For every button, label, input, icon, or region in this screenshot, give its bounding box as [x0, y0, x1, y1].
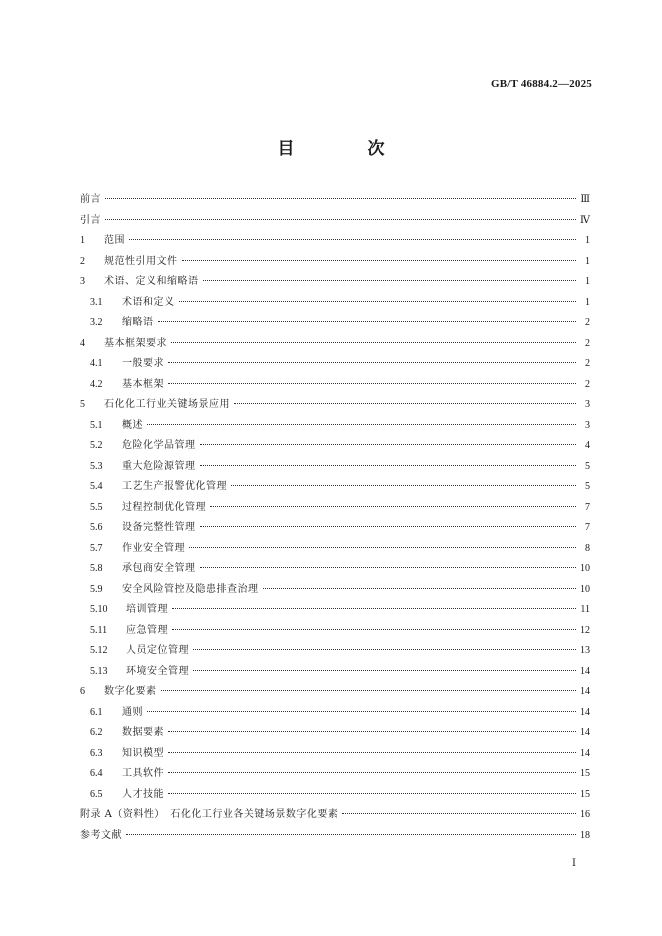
toc-entry[interactable]: [80, 395, 590, 416]
toc-entry-label: 基本框架要求: [104, 337, 167, 349]
toc-entry-page: 2: [585, 337, 590, 349]
dot-leader: [263, 588, 577, 589]
toc-entry-label: 危险化学品管理: [122, 440, 196, 451]
toc-entry-page: 14: [580, 686, 590, 697]
toc-entry-page: 5: [585, 460, 590, 472]
toc-entry-label: 石化化工行业关键场景应用: [104, 399, 230, 410]
toc-entry[interactable]: [80, 826, 590, 847]
dot-leader: [193, 670, 576, 671]
dot-leader: [172, 629, 576, 630]
toc-entry-page: 8: [585, 542, 590, 554]
toc-entry[interactable]: [80, 252, 590, 273]
dot-leader: [172, 608, 576, 609]
dot-leader: [231, 485, 576, 486]
toc-entry-label: 范围: [104, 235, 125, 246]
toc-entry-number: 5.2: [90, 440, 103, 451]
toc-entry-page: 2: [585, 358, 590, 369]
toc-entry-page: 14: [580, 727, 590, 738]
toc-entry-label: 数字化要素: [104, 686, 157, 697]
toc-entry-page: 14: [580, 665, 590, 677]
toc-entry-number: 5.7: [90, 542, 103, 554]
dot-leader: [105, 219, 576, 220]
toc-entry-label: 引言: [80, 214, 101, 226]
toc-entry-label: 参考文献: [80, 829, 122, 841]
toc-entry-page: 10: [580, 583, 590, 595]
toc-entry-number: 5.11: [90, 624, 108, 636]
dot-leader: [193, 649, 576, 650]
toc-entry-number: 5.4: [90, 481, 103, 492]
toc-entry[interactable]: [80, 436, 590, 457]
dot-leader: [168, 772, 576, 773]
toc-entry-page: 1: [585, 276, 590, 287]
toc-entry-number: 5.6: [90, 522, 103, 533]
dot-leader: [158, 321, 577, 322]
toc-entry-number: 5.12: [90, 645, 108, 656]
toc-entry[interactable]: [80, 334, 590, 355]
toc-entry[interactable]: [80, 559, 590, 580]
toc-entry-label: 概述: [122, 419, 143, 431]
toc-entry[interactable]: [80, 600, 590, 621]
toc-entry[interactable]: [80, 764, 590, 785]
dot-leader: [200, 567, 577, 568]
dot-leader: [171, 342, 576, 343]
toc-entry-page: 5: [585, 481, 590, 492]
toc-entry[interactable]: [80, 498, 590, 519]
toc-entry[interactable]: [80, 231, 590, 252]
dot-leader: [168, 362, 576, 363]
toc-entry-number: 5.9: [90, 583, 103, 595]
toc-entry-page: 14: [580, 747, 590, 759]
toc-entry-page: 1: [585, 235, 590, 246]
toc-entry-number: 5.8: [90, 563, 103, 574]
toc-entry-number: 3: [80, 276, 85, 287]
toc-entry-number: 5.1: [90, 419, 103, 431]
toc-entry-label: 术语、定义和缩略语: [104, 276, 199, 287]
toc-entry-page: 7: [585, 522, 590, 533]
dot-leader: [179, 301, 577, 302]
toc-entry[interactable]: [80, 375, 590, 396]
dot-leader: [203, 280, 577, 281]
dot-leader: [168, 752, 576, 753]
toc-entry[interactable]: [80, 272, 590, 293]
toc-entry[interactable]: [80, 354, 590, 375]
toc-entry[interactable]: [80, 518, 590, 539]
toc-entry-label: 缩略语: [122, 317, 154, 328]
toc-entry-number: 5.3: [90, 460, 103, 472]
toc-entry[interactable]: [80, 580, 590, 601]
toc-entry[interactable]: [80, 805, 590, 826]
toc-entry-page: 1: [585, 296, 590, 308]
toc-entry-label: 培训管理: [126, 604, 168, 615]
toc-entry-page: 12: [580, 624, 590, 636]
toc-entry[interactable]: [80, 539, 590, 560]
toc-entry-label: 作业安全管理: [122, 542, 185, 554]
dot-leader: [168, 383, 576, 384]
toc-entry-label: 工具软件: [122, 768, 164, 779]
dot-leader: [342, 813, 576, 814]
toc-entry[interactable]: [80, 416, 590, 437]
toc-entry-page: 2: [585, 378, 590, 390]
dot-leader: [189, 547, 576, 548]
toc-entry[interactable]: [80, 723, 590, 744]
toc-entry[interactable]: [80, 190, 590, 211]
toc-title: 目 次: [277, 139, 413, 159]
dot-leader: [126, 834, 576, 835]
dot-leader: [210, 506, 576, 507]
toc-entry[interactable]: [80, 744, 590, 765]
toc-entry-number: 6.2: [90, 727, 103, 738]
toc-entry-number: 4.2: [90, 378, 103, 390]
toc-entry-label: 设备完整性管理: [122, 522, 196, 533]
table-of-contents: [80, 190, 590, 846]
dot-leader: [147, 711, 576, 712]
dot-leader: [168, 731, 576, 732]
toc-entry-page: 3: [585, 419, 590, 431]
toc-entry-number: 5.10: [90, 604, 108, 615]
toc-entry-page: 18: [580, 829, 590, 841]
toc-entry-label: 重大危险源管理: [122, 460, 196, 472]
toc-entry-number: 3.2: [90, 317, 103, 328]
toc-entry-number: 4: [80, 337, 85, 349]
dot-leader: [129, 239, 576, 240]
dot-leader: [200, 444, 577, 445]
toc-entry-number: 5: [80, 399, 85, 410]
toc-entry-number: 6.3: [90, 747, 103, 759]
toc-entry-page: 2: [585, 317, 590, 328]
toc-entry-label: 一般要求: [122, 358, 164, 369]
dot-leader: [200, 465, 577, 466]
toc-entry-page: 16: [580, 809, 590, 820]
dot-leader: [105, 198, 576, 199]
toc-entry[interactable]: [80, 682, 590, 703]
toc-entry-page: 15: [580, 788, 590, 800]
toc-entry-page: 11: [580, 604, 590, 615]
toc-entry-label: 人员定位管理: [126, 645, 189, 656]
toc-entry-number: 5.5: [90, 501, 103, 513]
toc-entry-label: 过程控制优化管理: [122, 501, 206, 513]
toc-entry[interactable]: [80, 662, 590, 683]
toc-entry-label: 数据要素: [122, 727, 164, 738]
toc-entry-page: Ⅲ: [580, 194, 590, 205]
toc-entry-label: 规范性引用文件: [104, 255, 178, 267]
toc-entry[interactable]: [80, 313, 590, 334]
toc-entry-label: 人才技能: [122, 788, 164, 800]
dot-leader: [200, 526, 577, 527]
toc-entry-page: 3: [585, 399, 590, 410]
toc-entry[interactable]: [80, 457, 590, 478]
toc-entry-label: 基本框架: [122, 378, 164, 390]
toc-entry-label: 工艺生产报警优化管理: [122, 481, 227, 492]
toc-entry-label: 应急管理: [126, 624, 168, 636]
toc-entry[interactable]: [80, 785, 590, 806]
toc-entry-number: 6: [80, 686, 85, 697]
toc-entry-number: 4.1: [90, 358, 103, 369]
toc-entry-number: 2: [80, 255, 85, 267]
toc-entry[interactable]: [80, 293, 590, 314]
toc-entry-page: 1: [585, 255, 590, 267]
toc-entry-number: 6.5: [90, 788, 103, 800]
toc-entry[interactable]: [80, 621, 590, 642]
toc-entry-page: 4: [585, 440, 590, 451]
toc-entry-page: Ⅳ: [580, 214, 590, 226]
toc-entry-number: 6.4: [90, 768, 103, 779]
toc-entry-number: 1: [80, 235, 85, 246]
toc-entry-page: 14: [580, 706, 590, 718]
toc-entry-label: 术语和定义: [122, 296, 175, 308]
toc-entry-label: 知识模型: [122, 747, 164, 759]
toc-entry-label: 环境安全管理: [126, 665, 189, 677]
toc-entry[interactable]: [80, 477, 590, 498]
dot-leader: [147, 424, 576, 425]
toc-entry-page: 10: [580, 563, 590, 574]
page-number: Ⅰ: [572, 858, 576, 869]
toc-entry-number: 3.1: [90, 296, 103, 308]
dot-leader: [234, 403, 576, 404]
toc-entry-label: 通则: [122, 706, 143, 718]
toc-entry[interactable]: [80, 641, 590, 662]
toc-entry-page: 13: [580, 645, 590, 656]
dot-leader: [168, 793, 576, 794]
toc-entry-label: 承包商安全管理: [122, 563, 196, 574]
dot-leader: [161, 690, 577, 691]
toc-entry-label: 前言: [80, 194, 101, 205]
toc-entry[interactable]: [80, 211, 590, 232]
toc-entry-label: 安全风险管控及隐患排查治理: [122, 583, 259, 595]
toc-entry-number: 5.13: [90, 665, 108, 677]
standard-code: GB/T 46884.2—2025: [491, 78, 592, 90]
dot-leader: [182, 260, 577, 261]
toc-entry[interactable]: [80, 703, 590, 724]
toc-entry-number: 6.1: [90, 706, 103, 718]
toc-entry-page: 7: [585, 501, 590, 513]
toc-entry-page: 15: [580, 768, 590, 779]
toc-entry-label: 附录 A（资料性） 石化化工行业各关键场景数字化要素: [80, 809, 339, 820]
